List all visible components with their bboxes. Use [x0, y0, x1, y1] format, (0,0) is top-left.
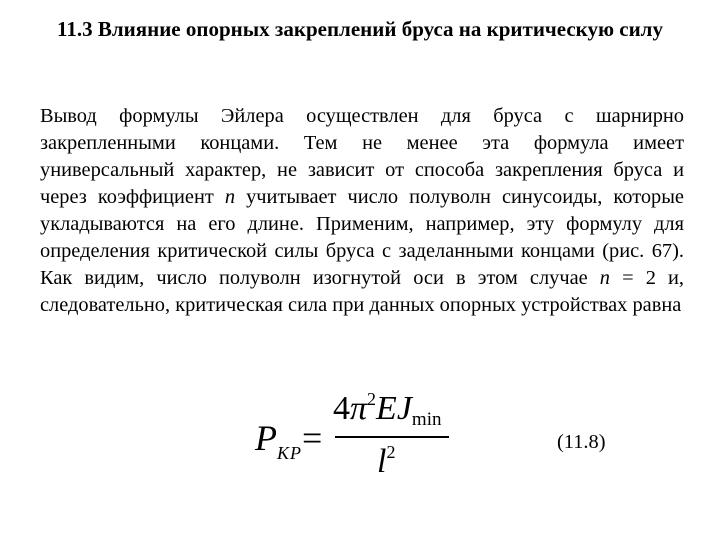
paragraph-part-2: учитывает число полуволн синусоиды, которые укладываются на его длине. Применим, например, эту формулу для определения критической силы бруса с заделанными концами (рис. 67). Как видим, число полуволн изогнутой оси в этом случае: [40, 186, 684, 289]
formula-lhs: [255, 418, 302, 464]
variable-n-first: n: [224, 186, 236, 208]
formula-p-symbol: P: [255, 418, 277, 458]
formula-fraction-bar: [335, 436, 449, 438]
formula-l-symbol: l: [377, 443, 387, 480]
formula-l-exponent: 2: [386, 442, 396, 462]
formula-pi-exponent: 2: [367, 389, 377, 409]
formula-kp-subscript: KP: [277, 443, 303, 463]
formula-equals-sign: =: [302, 418, 323, 458]
euler-formula: [255, 388, 465, 498]
equation-number: (11.8): [557, 431, 606, 453]
formula-coefficient: 4: [333, 390, 350, 427]
formula-e-symbol: E: [376, 390, 397, 427]
paragraph-part-3: = 2 и, следовательно, критическая сила при данных опорных устройствах равна: [40, 267, 684, 316]
variable-n-second: n: [599, 267, 610, 289]
formula-pi: π: [350, 390, 368, 427]
body-paragraph: [40, 103, 684, 319]
formula-min-subscript: min: [411, 409, 442, 430]
formula-j-symbol: J: [396, 390, 412, 427]
formula-numerator: [333, 390, 441, 433]
section-title: 11.3 Влияние опорных закреплений бруса на критическую силу: [57, 17, 663, 41]
formula-denominator: [377, 443, 395, 485]
paragraph-part-1: Вывод формулы Эйлера осуществлен для бруса с шарнирно закрепленными концами. Тем не менее эта формула имеет универсальный характер, не зависит от способа закрепления бруса и через коэффициент: [40, 105, 684, 208]
